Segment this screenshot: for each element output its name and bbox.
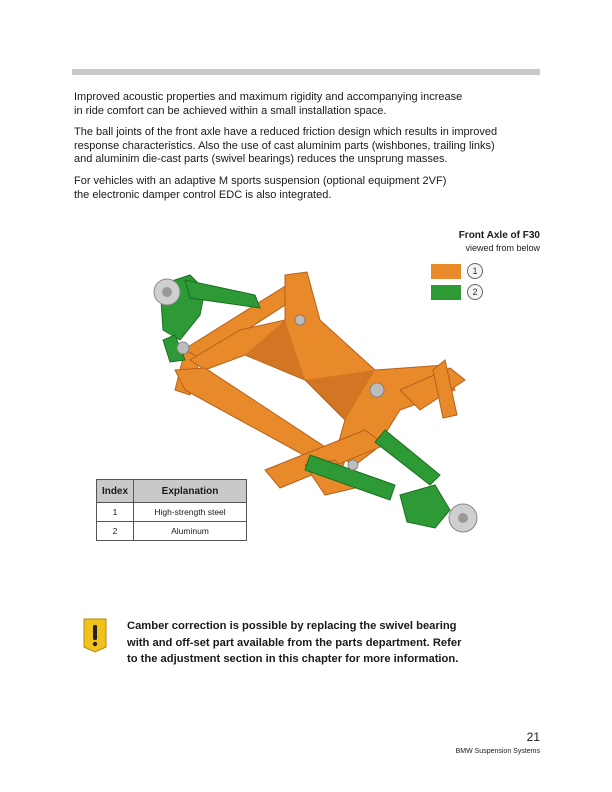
- wheel-hub-left: [154, 279, 180, 305]
- figure-subtitle: viewed from below: [465, 243, 540, 253]
- warning-icon: [80, 617, 110, 653]
- legend-number: 2: [467, 284, 483, 300]
- text-line: The ball joints of the front axle have a reduced friction design which results in improved: [74, 126, 498, 138]
- column-header-explanation: Explanation: [134, 480, 247, 503]
- index-table: [96, 479, 247, 541]
- table-cell-index: 2: [97, 522, 134, 541]
- figure-title: Front Axle of F30: [458, 230, 540, 241]
- note-line: with and off-set part available from the parts department. Refer: [127, 636, 462, 649]
- figure-caption: [459, 230, 540, 254]
- table-cell-explanation: High-strength steel: [134, 503, 247, 522]
- table-row: [97, 522, 247, 541]
- ball-joints-paragraph: [74, 126, 544, 167]
- note-line: to the adjustment section in this chapter for more information.: [127, 653, 459, 665]
- edc-paragraph: [74, 175, 544, 202]
- footer-doc-title: BMW Suspension Systems: [455, 748, 540, 755]
- table-cell-explanation: Aluminum: [134, 522, 247, 541]
- text-line: response characteristics. Also the use of cast aluminim parts (wishbones, trailing links): [74, 139, 495, 152]
- text-line: Improved acoustic properties and maximum rigidity and accompanying increase: [74, 91, 463, 103]
- intro-paragraph: [74, 91, 544, 118]
- text-line: For vehicles with an adaptive M sports suspension (optional equipment 2VF): [74, 175, 447, 187]
- table-cell-index: 1: [97, 503, 134, 522]
- table-row: [97, 503, 247, 522]
- top-divider-bar: [72, 69, 540, 75]
- note-line: Camber correction is possible by replacing the swivel bearing: [127, 620, 457, 632]
- column-header-index: Index: [97, 480, 134, 503]
- text-line: in ride comfort can be achieved within a small installation space.: [74, 104, 387, 117]
- legend-number: 1: [467, 263, 483, 279]
- camber-note: [127, 618, 461, 668]
- text-line: the electronic damper control EDC is also integrated.: [74, 188, 332, 201]
- text-line: and aluminim die-cast parts (swivel bearings) reduces the unsprung masses.: [74, 153, 448, 166]
- table-header-row: [97, 480, 247, 503]
- wheel-hub-right: [449, 504, 477, 532]
- page-number: 21: [526, 730, 540, 744]
